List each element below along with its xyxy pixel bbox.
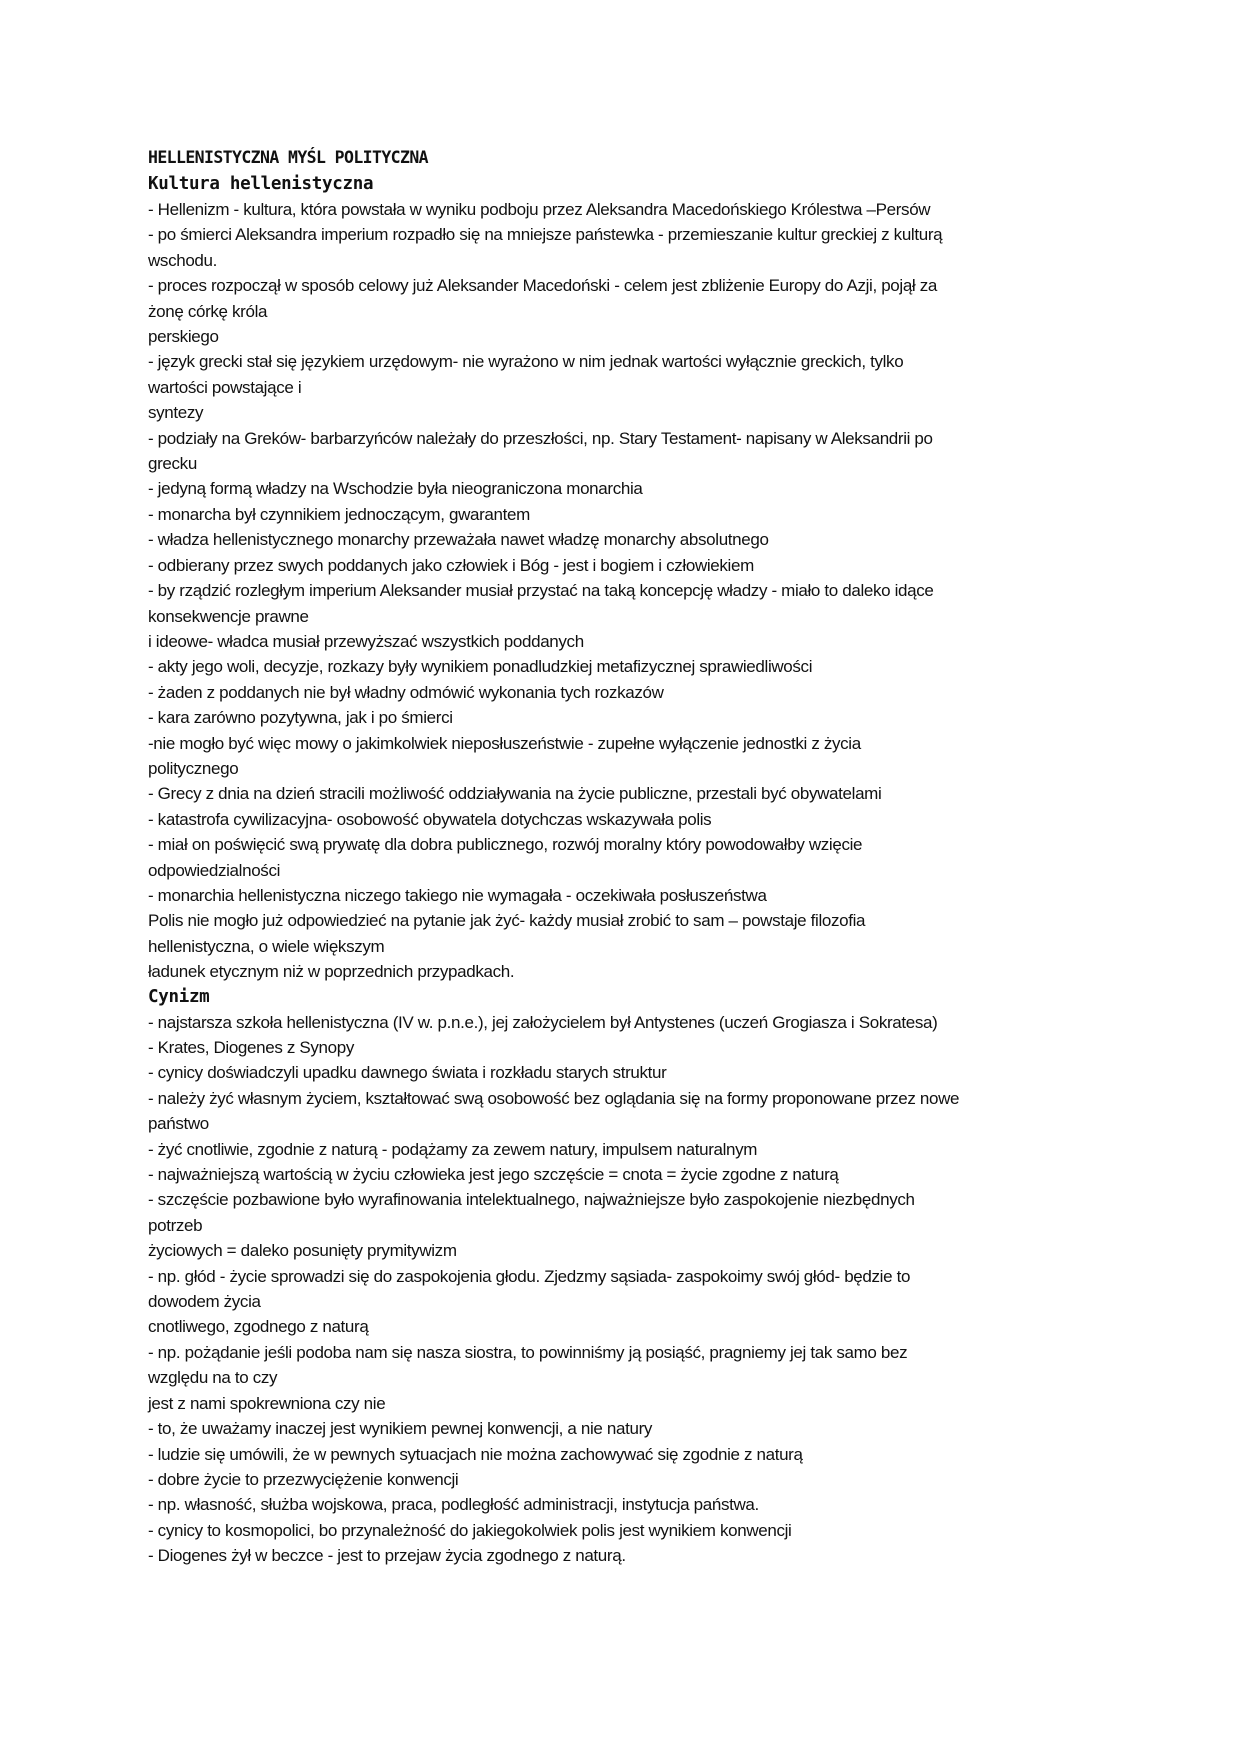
text-line: - proces rozpoczął w sposób celowy już Aleksander Macedoński - celem jest zbliżenie Europy do Azji, pojął za xyxy=(148,276,937,296)
text-line: - cynicy to kosmopolici, bo przynależność do jakiegokolwiek polis jest wynikiem konwencji xyxy=(148,1520,792,1540)
text-line: - język grecki stał się językiem urzędowym- nie wyrażono w nim jednak wartości wyłącznie greckich, tylko xyxy=(148,352,904,372)
text-line: politycznego xyxy=(148,758,239,778)
text-line: grecku xyxy=(148,454,197,474)
text-line: perskiego xyxy=(148,327,219,347)
section-heading: Cynizm xyxy=(148,986,210,1007)
text-line: konsekwencje prawne xyxy=(148,606,309,626)
text-line: - by rządzić rozległym imperium Aleksander musiał przystać na taką koncepcję władzy - miało to daleko idące xyxy=(148,581,934,601)
text-line: potrzeb xyxy=(148,1215,203,1235)
text-line: - dobre życie to przezwyciężenie konwencji xyxy=(148,1469,459,1489)
text-line: - najważniejszą wartością w życiu człowieka jest jego szczęście = cnota = życie zgodne z naturą xyxy=(148,1165,839,1185)
text-line: - monarchia hellenistyczna niczego takiego nie wymagała - oczekiwała posłuszeństwa xyxy=(148,885,767,905)
section xyxy=(148,172,1098,985)
text-line: - żyć cnotliwie, zgodnie z naturą - podążamy za zewem natury, impulsem naturalnym xyxy=(148,1139,758,1159)
text-line: - należy żyć własnym życiem, kształtować swą osobowość bez oglądania się na formy proponowane przez nowe xyxy=(148,1088,960,1108)
text-line: względu na to czy xyxy=(148,1368,278,1388)
text-line: - np. głód - życie sprowadzi się do zaspokojenia głodu. Zjedzmy sąsiada- zaspokoimy swój głód- będzie to xyxy=(148,1266,911,1286)
text-line: hellenistyczna, o wiele większym xyxy=(148,936,385,956)
text-line: państwo xyxy=(148,1114,209,1134)
text-line: - Krates, Diogenes z Synopy xyxy=(148,1038,354,1057)
text-line: - katastrofa cywilizacyjna- osobowość obywatela dotychczas wskazywała polis xyxy=(148,809,712,829)
text-line: wschodu. xyxy=(148,250,218,270)
text-line: -nie mogło być więc mowy o jakimkolwiek nieposłuszeństwie - zupełne wyłączenie jednostki z życia xyxy=(148,733,861,753)
text-line: - jedyną formą władzy na Wschodzie była nieograniczona monarchia xyxy=(148,479,643,499)
document-body xyxy=(148,172,1098,1569)
text-line: - np. pożądanie jeśli podoba nam się nasza siostra, to powinniśmy ją posiąść, pragniemy jej tak samo bez xyxy=(148,1342,908,1362)
text-line: - Hellenizm - kultura, która powstała w wyniku podboju przez Aleksandra Macedońskiego Królestwa –Persów xyxy=(148,200,931,219)
text-line: - po śmierci Aleksandra imperium rozpadło się na mniejsze państewka - przemieszanie kultur greckiej z kulturą xyxy=(148,225,943,245)
text-line: syntezy xyxy=(148,403,204,423)
text-line: odpowiedzialności xyxy=(148,860,281,880)
document-page xyxy=(148,146,1098,1569)
text-line: jest z nami spokrewniona czy nie xyxy=(148,1393,386,1413)
text-line: - najstarsza szkoła hellenistyczna (IV w. p.n.e.), jej założycielem był Antystenes (uczeń Grogiasza i Sokratesa) xyxy=(148,1012,938,1032)
text-line: - to, że uważamy inaczej jest wynikiem pewnej konwencji, a nie natury xyxy=(148,1419,653,1439)
text-line: życiowych = daleko posunięty prymitywizm xyxy=(148,1241,457,1261)
section-heading: Kultura hellenistyczna xyxy=(148,174,374,194)
document-title: HELLENISTYCZNA MYŚL POLITYCZNA xyxy=(148,148,429,167)
text-line: - cynicy doświadczyli upadku dawnego świata i rozkładu starych struktur xyxy=(148,1063,667,1083)
text-line: - władza hellenistycznego monarchy przeważała nawet władzę monarchy absolutnego xyxy=(148,530,769,550)
text-line: - monarcha był czynnikiem jednoczącym, gwarantem xyxy=(148,504,530,524)
text-line: dowodem życia xyxy=(148,1292,261,1312)
text-line: ładunek etycznym niż w poprzednich przypadkach. xyxy=(148,962,515,982)
text-line: - miał on poświęcić swą prywatę dla dobra publicznego, rozwój moralny który powodowałby wzięcie xyxy=(148,835,863,855)
text-line: - Diogenes żył w beczce - jest to przejaw życia zgodnego z naturą. xyxy=(148,1546,626,1566)
text-line: - żaden z poddanych nie był władny odmówić wykonania tych rozkazów xyxy=(148,682,664,702)
text-line: - akty jego woli, decyzje, rozkazy były wynikiem ponadludzkiej metafizycznej sprawiedliwości xyxy=(148,657,813,677)
text-line: wartości powstające i xyxy=(148,377,302,397)
text-line: - odbierany przez swych poddanych jako człowiek i Bóg - jest i bogiem i człowiekiem xyxy=(148,555,754,575)
text-line: Polis nie mogło już odpowiedzieć na pytanie jak żyć- każdy musiał zrobić to sam – powstaje filozofia xyxy=(148,911,866,931)
section xyxy=(148,985,1098,1569)
text-line: - kara zarówno pozytywna, jak i po śmierci xyxy=(148,708,453,728)
text-line: - np. własność, służba wojskowa, praca, podległość administracji, instytucja państwa. xyxy=(148,1495,759,1515)
text-line: i ideowe- władca musiał przewyższać wszystkich poddanych xyxy=(148,631,584,651)
text-line: cnotliwego, zgodnego z naturą xyxy=(148,1317,369,1337)
text-line: - Grecy z dnia na dzień stracili możliwość oddziaływania na życie publiczne, przestali być obywatelami xyxy=(148,784,882,804)
text-line: - podziały na Greków- barbarzyńców należały do przeszłości, np. Stary Testament- napisany w Aleksandrii po xyxy=(148,428,933,448)
text-line: - szczęście pozbawione było wyrafinowania intelektualnego, najważniejsze było zaspokojenie niezbędnych xyxy=(148,1190,915,1210)
text-line: żonę córkę króla xyxy=(148,301,268,321)
text-line: - ludzie się umówili, że w pewnych sytuacjach nie można zachowywać się zgodnie z naturą xyxy=(148,1444,803,1464)
